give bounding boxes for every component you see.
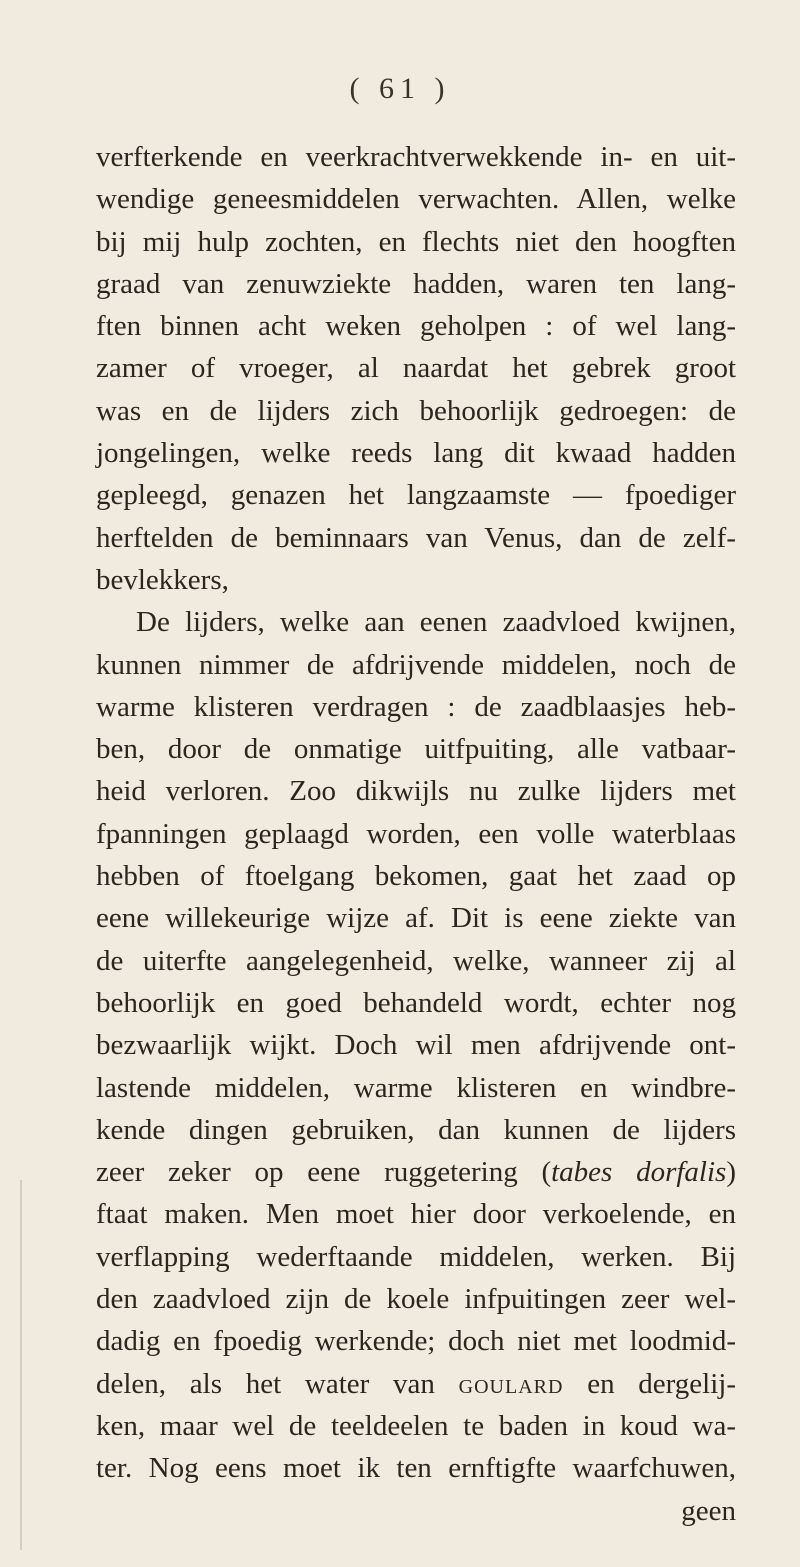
text-line: de uiterfte aangelegenheid, welke, wanneer zij al [96,944,736,977]
text-line: fpanningen geplaagd worden, een volle waterblaas [96,817,736,850]
text-line: herftelden de beminnaars van Venus, dan de zelf- [96,521,736,554]
text-line: zeer zeker op eene ruggetering (tabes dorfalis) [96,1156,736,1189]
latin-term: tabes dorfalis [551,1156,727,1189]
text-line: wendige geneesmiddelen verwachten. Allen, welke [96,183,736,216]
text-line: heid verloren. Zoo dikwijls nu zulke lijders met [96,775,736,808]
text-line: graad van zenuwziekte hadden, waren ten lang- [96,267,736,300]
text-line: behoorlijk en goed behandeld wordt, echter nog [96,986,736,1019]
text-line: bevlekkers, [96,563,229,596]
text-line: ken, maar wel de teeldeelen te baden in koud wa- [96,1409,736,1442]
text-line: ben, door de onmatige uitfpuiting, alle vatbaar- [96,733,736,766]
text-line: warme klisteren verdragen : de zaadblaasjes heb- [96,690,736,723]
text-line: gepleegd, genazen het langzaamste — fpoediger [96,479,736,512]
text-line: ften binnen acht weken geholpen : of wel lang- [96,310,736,343]
text-line: ftaat maken. Men moet hier door verkoelende, en [96,1198,736,1231]
catchword: geen [681,1494,736,1527]
text-line: was en de lijders zich behoorlijk gedroegen: de [96,394,736,427]
paragraph-start-line: De lijders, welke aan eenen zaadvloed kwijnen, [136,606,736,639]
text-line: jongelingen, welke reeds lang dit kwaad hadden [96,437,736,470]
text-line: den zaadvloed zijn de koele infpuitingen zeer wel- [96,1283,736,1316]
text-line: zamer of vroeger, al naardat het gebrek groot [96,352,736,385]
page-edge-shadow [20,1180,22,1550]
text-line: kende dingen gebruiken, dan kunnen de lijders [96,1113,736,1146]
text-line: lastende middelen, warme klisteren en windbre- [96,1071,736,1104]
text-line: delen, als het water van goulard en dergelij- [96,1367,737,1400]
proper-name: goulard [458,1367,564,1400]
text-line: kunnen nimmer de afdrijvende middelen, noch de [96,648,736,681]
text-line: verflapping wederftaande middelen, werken. Bij [96,1240,736,1273]
text-line: eene willekeurige wijze af. Dit is eene ziekte van [96,902,736,935]
text-line: bezwaarlijk wijkt. Doch wil men afdrijvende ont- [96,1029,736,1062]
text-line: verfterkende en veerkrachtverwekkende in- en uit- [96,141,736,173]
body-text [96,136,736,1532]
text-line: dadig en fpoedig werkende; doch niet met loodmid- [96,1325,736,1358]
text-line: hebben of ftoelgang bekomen, gaat het zaad op [96,860,736,893]
text-line: ter. Nog eens moet ik ten ernftigfte waarfchuwen, [96,1452,736,1485]
text-line: bij mij hulp zochten, en flechts niet den hoogften [96,225,736,258]
page-number: ( 61 ) [349,72,451,105]
